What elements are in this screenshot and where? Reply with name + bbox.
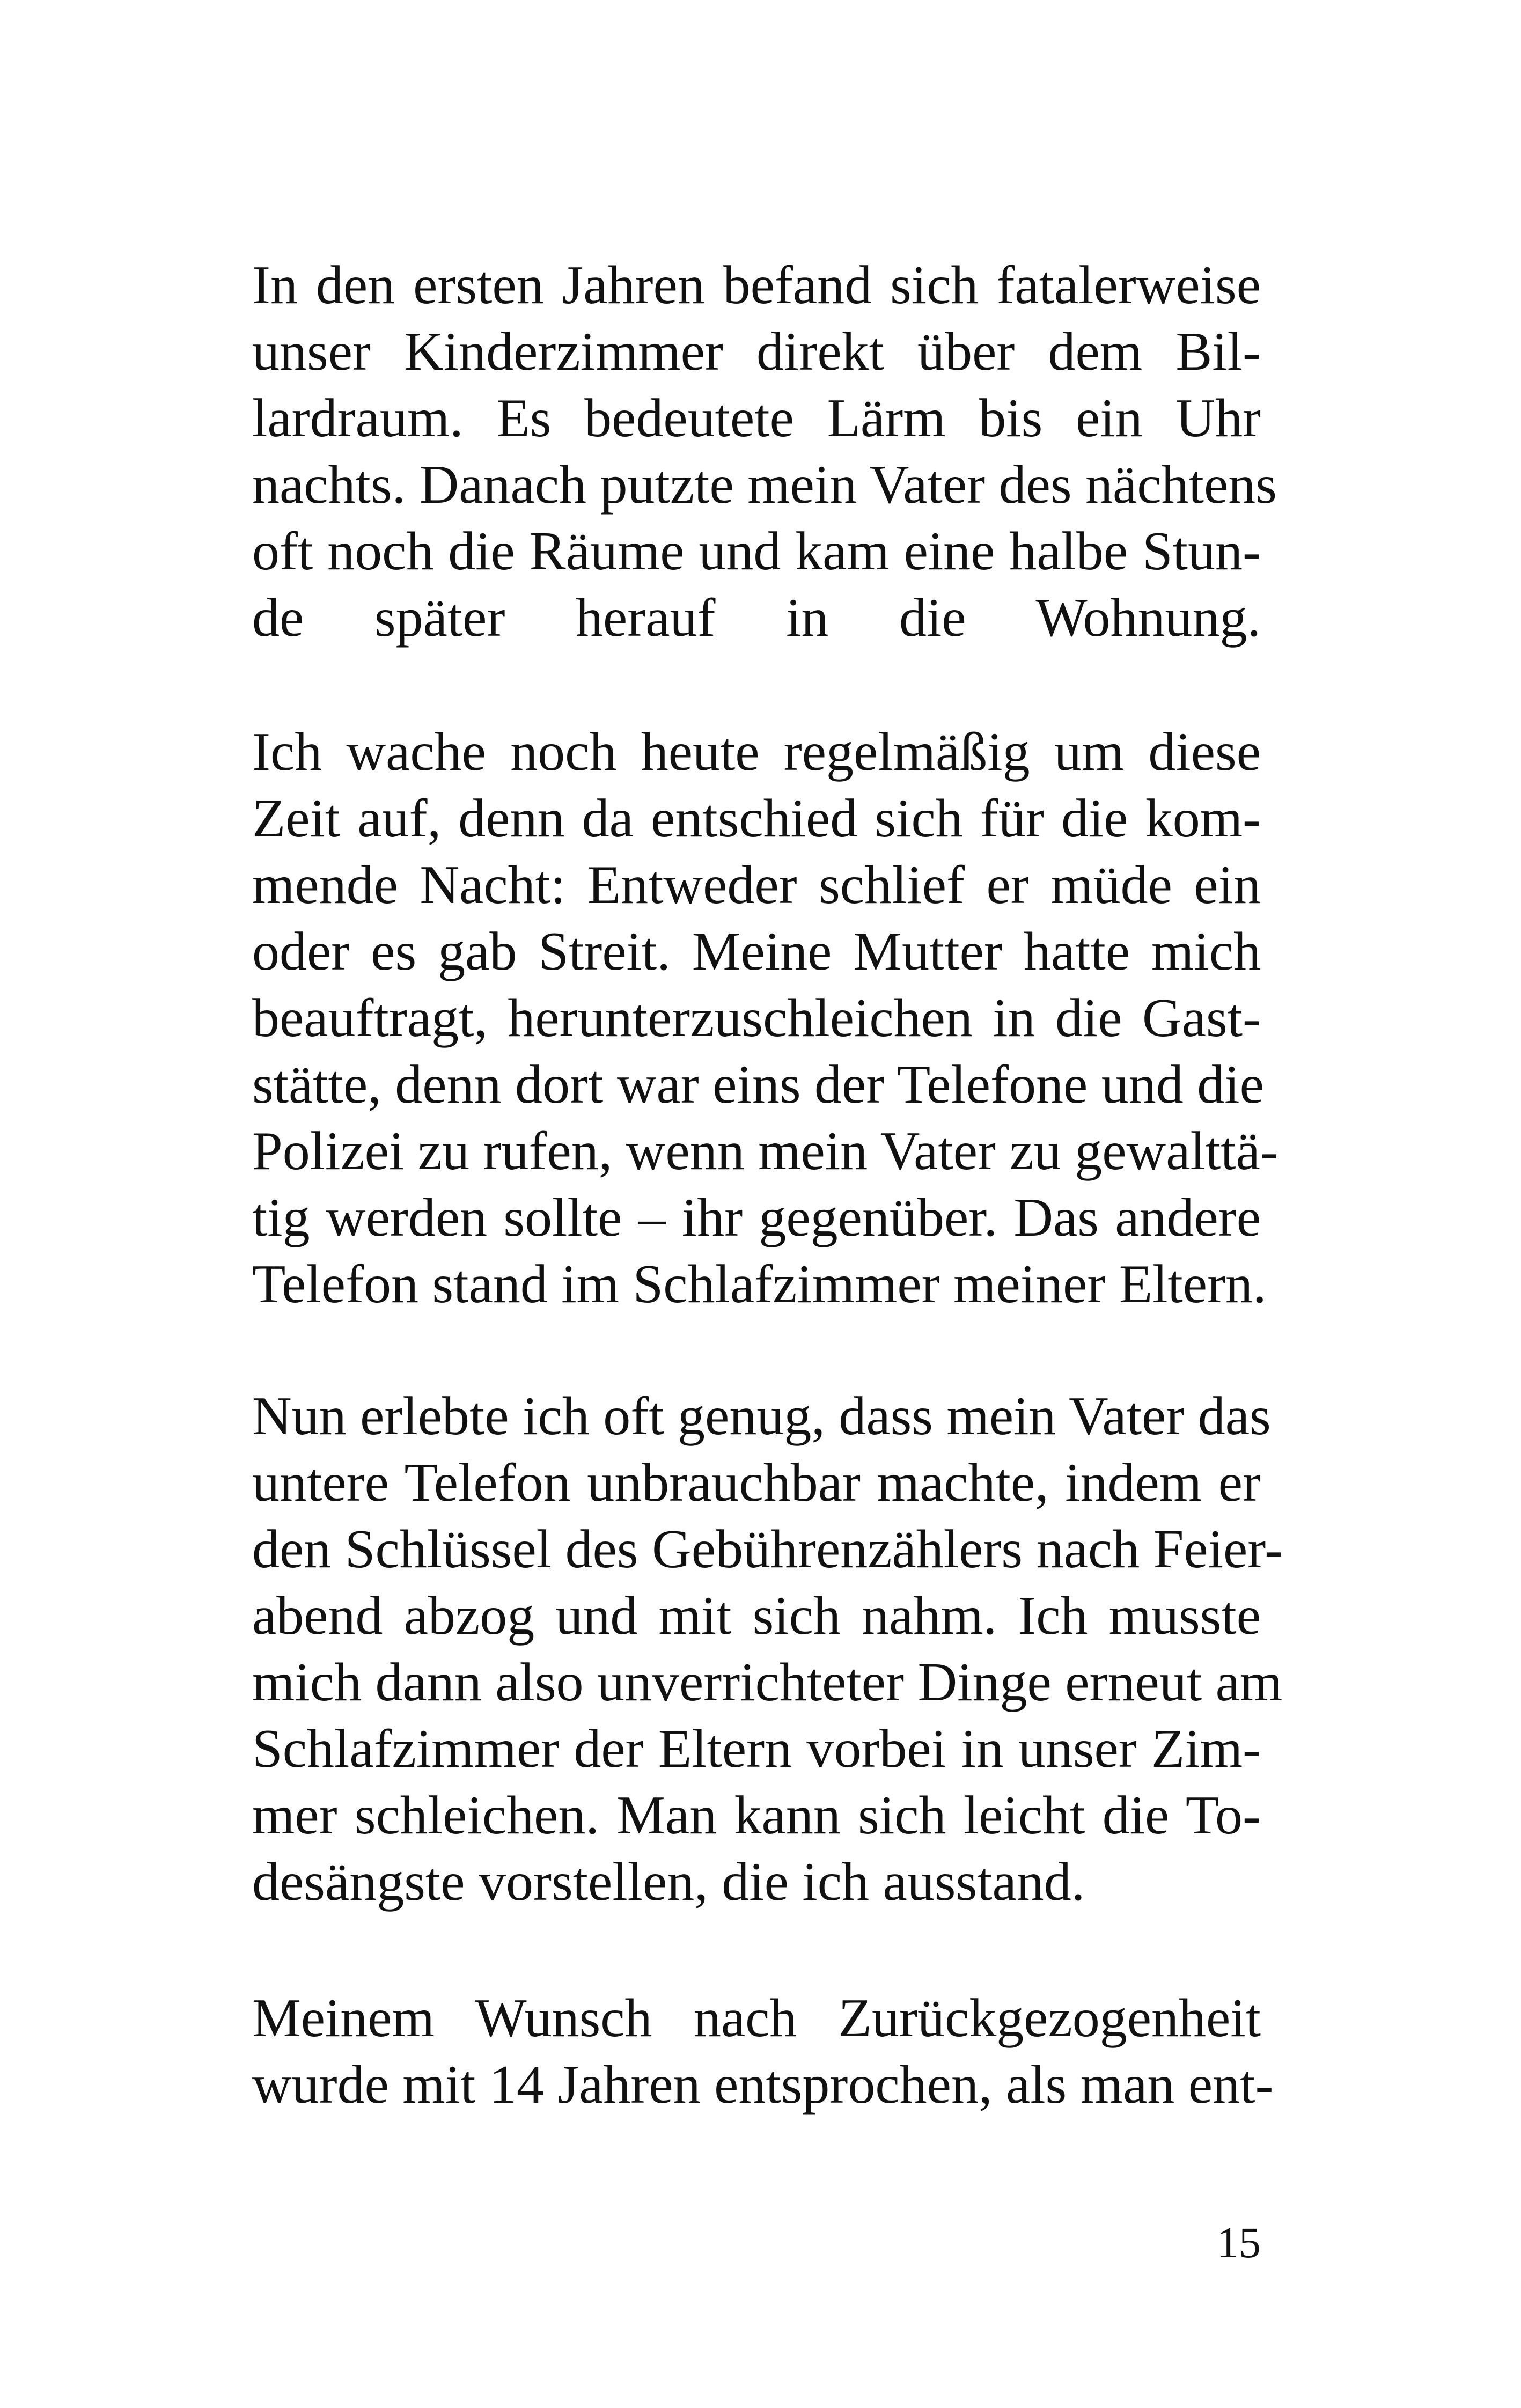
paragraph-4 [252,1985,1274,2118]
text-line: Telefon stand im Schlafzimmer meiner Eltern. [252,1254,1267,1315]
text-line: stätte, denn dort war eins der Telefone und die [252,1054,1264,1115]
text-line: Polizei zu rufen, wenn mein Vater zu gewalttä- [252,1121,1278,1181]
text-line: oder es gab Streit. Meine Mutter hatte mich [252,921,1261,982]
text-line: wurde mit 14 Jahren entsprochen, als man ent- [252,2054,1274,2115]
text-line: Zeit auf, denn da entschied sich für die kom- [252,788,1261,849]
text-line: Meinem Wunsch nach Zurückgezogenheit [252,1988,1261,2049]
paragraph-1 [252,252,1277,651]
text-line: Ich wache noch heute regelmäßig um diese [252,722,1261,782]
text-line: nachts. Danach putzte mein Vater des nächtens [252,454,1277,515]
text-line: mer schleichen. Man kann sich leicht die To- [252,1785,1261,1846]
text-line: lardraum. Es bedeutete Lärm bis ein Uhr [252,388,1261,449]
paragraph-2 [252,719,1278,1318]
text-line: den Schlüssel des Gebührenzählers nach Feier- [252,1519,1283,1580]
text-line: Nun erlebte ich oft genug, dass mein Vater das [252,1386,1271,1447]
text-line: mich dann also unverrichteter Dinge erneut am [252,1652,1283,1713]
text-line: abend abzog und mit sich nahm. Ich musste [252,1585,1261,1646]
text-line: beauftragt, herunterzuschleichen in die Gast- [252,988,1261,1048]
text-line: In den ersten Jahren befand sich fatalerweise [252,255,1261,315]
text-line: untere Telefon unbrauchbar machte, indem er [252,1452,1261,1513]
text-line: tig werden sollte – ihr gegenüber. Das andere [252,1187,1261,1248]
text-line: Schlafzimmer der Eltern vorbei in unser Zim- [252,1719,1261,1779]
text-line: mende Nacht: Entweder schlief er müde ein [252,855,1261,915]
text-line: desängste vorstellen, die ich ausstand. [252,1852,1085,1912]
paragraph-3 [252,1383,1283,1915]
page-number: 15 [1217,2218,1261,2267]
text-line: de später herauf in die Wohnung. [252,588,1261,648]
text-line: oft noch die Räume und kam eine halbe Stun- [252,521,1261,582]
text-line: unser Kinderzimmer direkt über dem Bil- [252,321,1261,382]
